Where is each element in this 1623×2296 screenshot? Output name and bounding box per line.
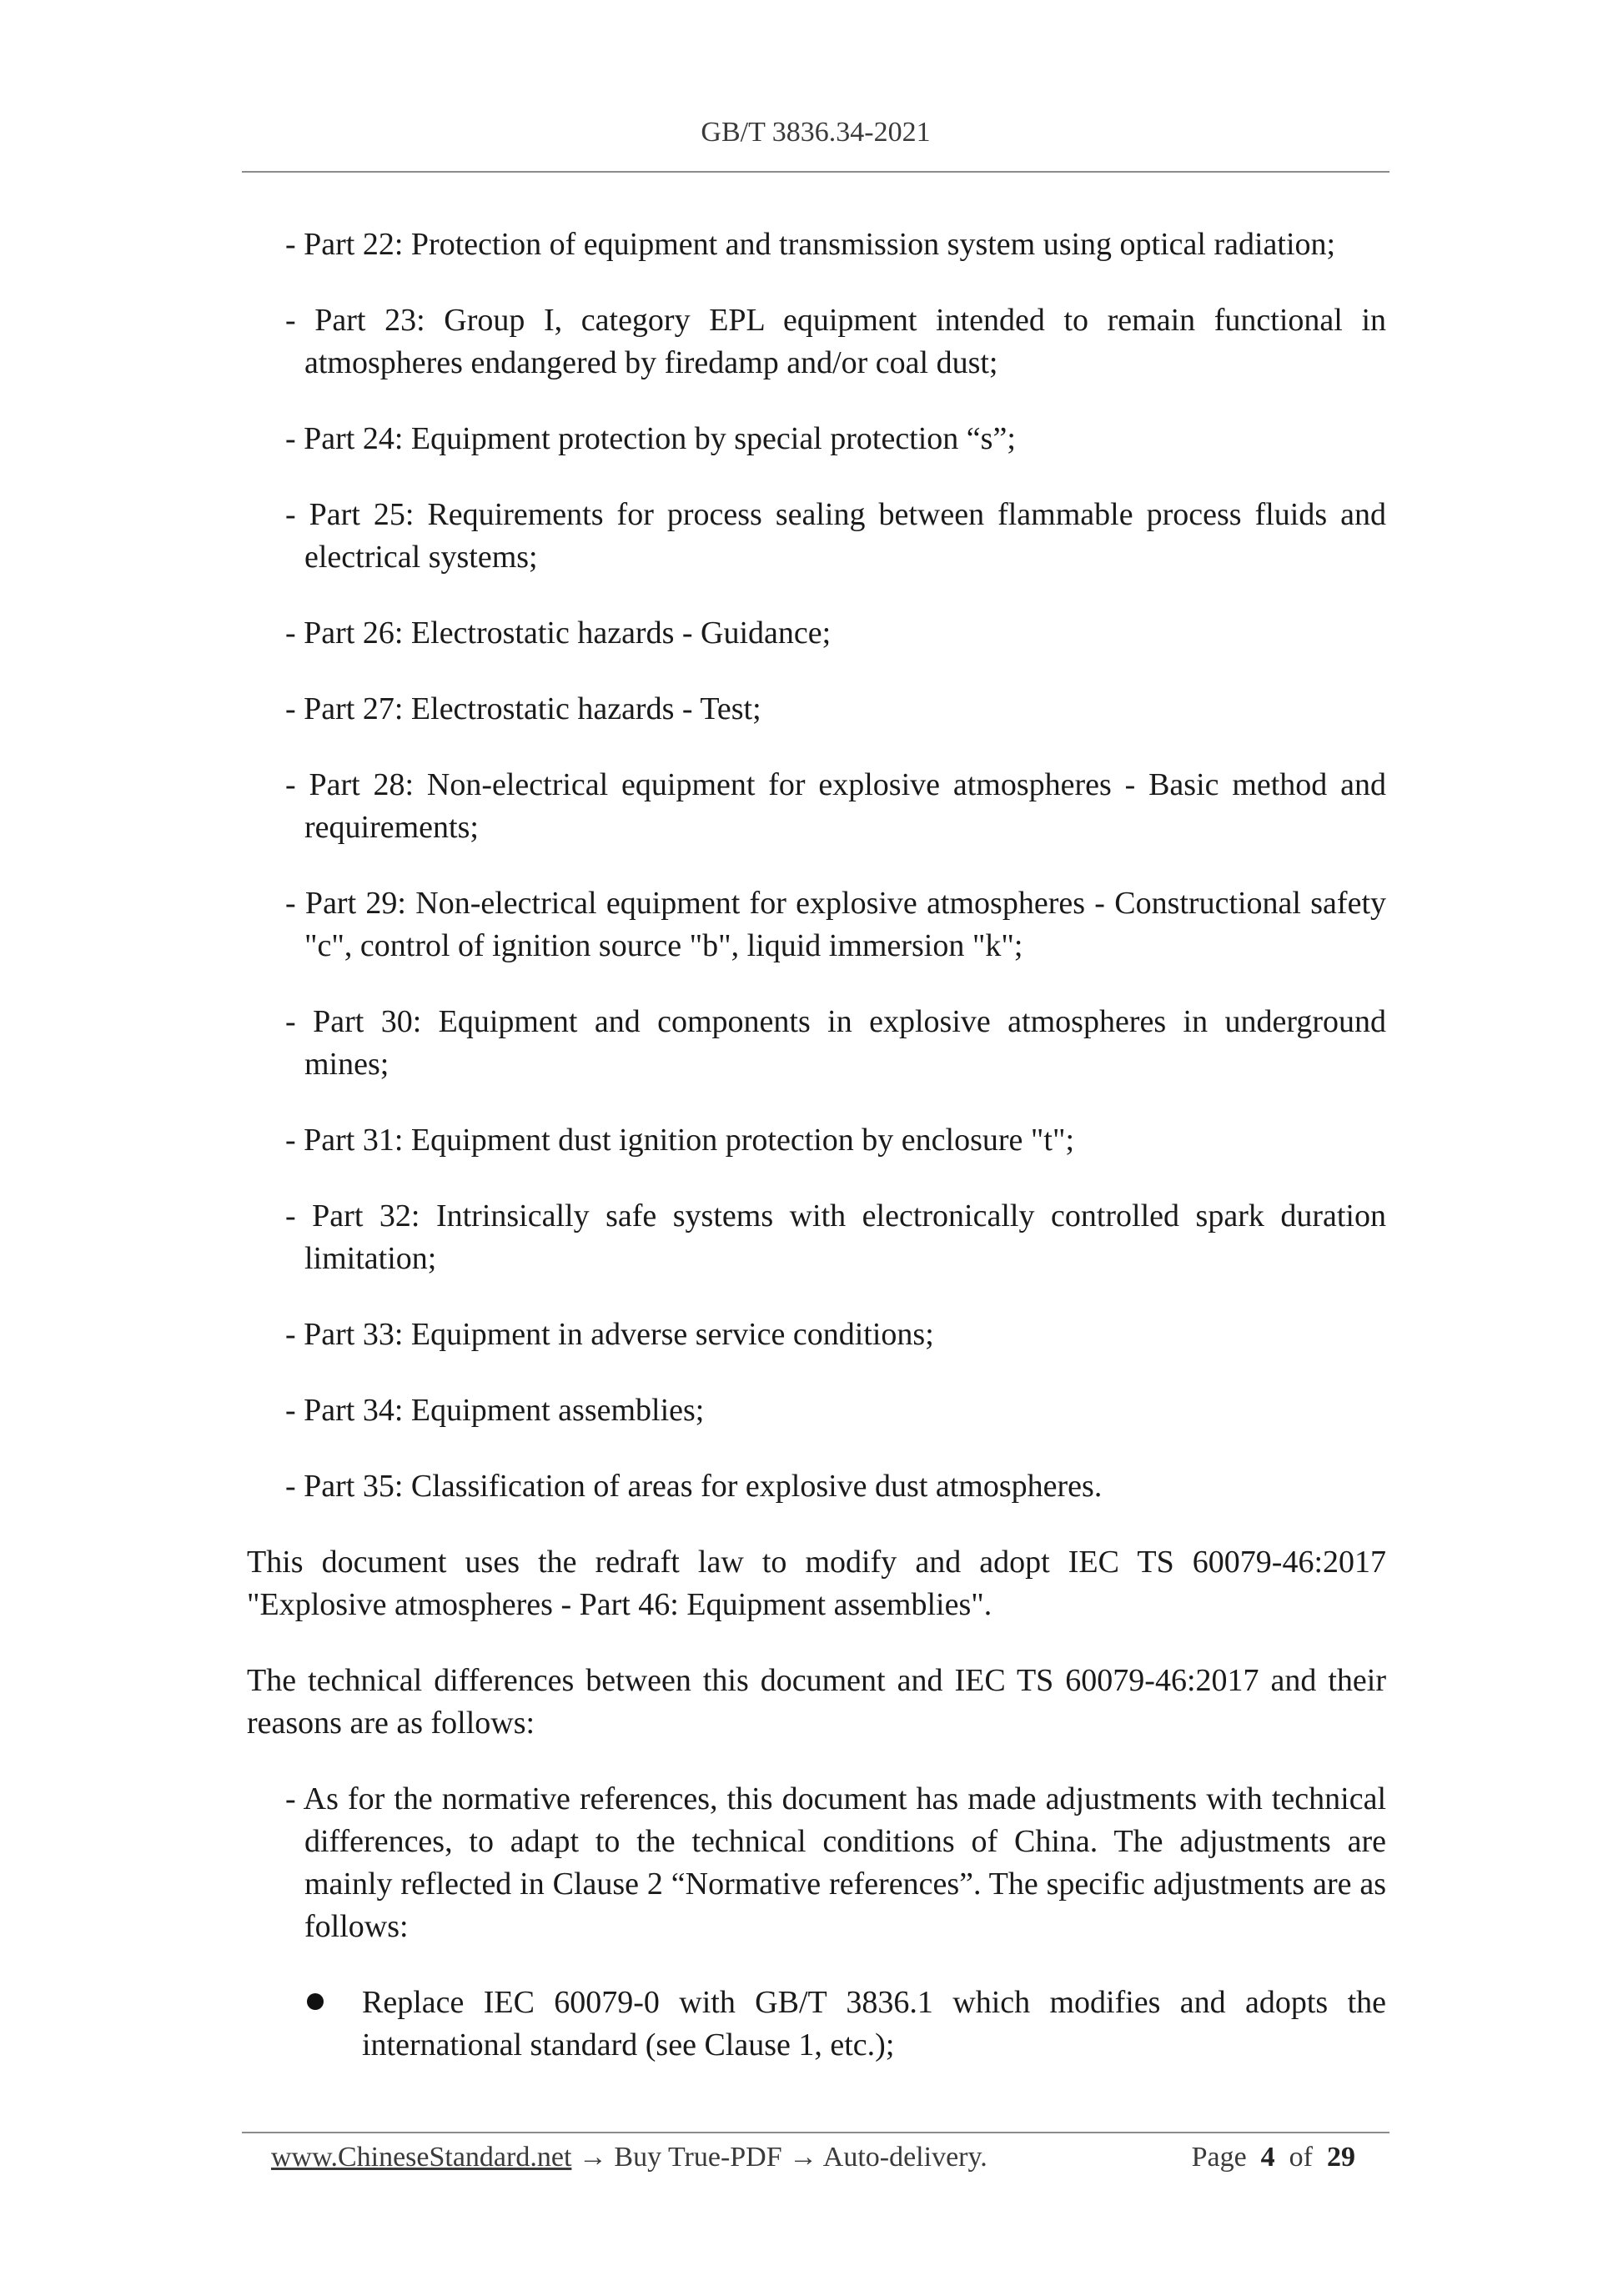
paragraph: This document uses the redraft law to modify and adopt IEC TS 60079-46:2017 "Explosive atmospheres - Part 46: Equipment assemblies".: [247, 1545, 1386, 1622]
footer-divider: [242, 2132, 1389, 2133]
bullet-dot-icon: [307, 1993, 324, 2010]
site-link[interactable]: www.ChineseStandard.net: [271, 2142, 572, 2173]
list-item: - Part 25: Requirements for process sealing between flammable process fluids and electrical systems;: [285, 497, 1386, 575]
auto-delivery-text: Auto-delivery.: [822, 2142, 987, 2173]
list-item: - Part 27: Electrostatic hazards - Test;: [285, 691, 761, 726]
document-header-title: GB/T 3836.34-2021: [701, 117, 931, 148]
list-item: - Part 31: Equipment dust ignition protection by enclosure "t";: [285, 1123, 1075, 1158]
page-label: Page: [1191, 2142, 1247, 2173]
list-item: - Part 34: Equipment assemblies;: [285, 1393, 705, 1428]
list-item: - Part 26: Electrostatic hazards - Guidance;: [285, 615, 832, 651]
bullet-text: Replace IEC 60079-0 with GB/T 3836.1 which modifies and adopts the international standard (see Clause 1, etc.);: [362, 1985, 1386, 2062]
page-of: of: [1289, 2142, 1313, 2173]
document-body: [247, 224, 1386, 2100]
page-total: 29: [1327, 2142, 1355, 2173]
list-item: - Part 24: Equipment protection by special protection “s”;: [285, 421, 1016, 456]
page-current: 4: [1260, 2142, 1275, 2173]
page-number: [1192, 2137, 1355, 2178]
list-item: - Part 23: Group I, category EPL equipment intended to remain functional in atmospheres endangered by firedamp and/or coal dust;: [285, 303, 1386, 380]
list-item: - Part 35: Classification of areas for explosive dust atmospheres.: [285, 1469, 1103, 1504]
header-divider: [242, 171, 1389, 173]
arrow-right-icon: →: [789, 2142, 818, 2173]
list-item: - Part 22: Protection of equipment and transmission system using optical radiation;: [285, 227, 1336, 262]
list-item: - Part 29: Non-electrical equipment for explosive atmospheres - Constructional safety "c", control of ignition source "b", liquid immersion "k";: [285, 886, 1386, 963]
list-item: - Part 33: Equipment in adverse service conditions;: [285, 1317, 934, 1352]
paragraph: The technical differences between this document and IEC TS 60079-46:2017 and their reasons are as follows:: [247, 1663, 1386, 1741]
buy-pdf-text: Buy True-PDF: [614, 2142, 782, 2173]
list-item: - Part 32: Intrinsically safe systems with electronically controlled spark duration limitation;: [285, 1198, 1386, 1276]
difference-item: - As for the normative references, this document has made adjustments with technical differences, to adapt to the technical conditions of China. The adjustments are mainly reflected in Clause 2 “Normative references”. The specific adjustments are as follows:: [285, 1781, 1386, 1944]
bullet-item: [362, 1982, 1386, 2067]
list-item: - Part 30: Equipment and components in explosive atmospheres in underground mines;: [285, 1004, 1386, 1082]
page-footer: [271, 2137, 1355, 2178]
arrow-right-icon: →: [578, 2142, 607, 2173]
list-item: - Part 28: Non-electrical equipment for explosive atmospheres - Basic method and requirements;: [285, 767, 1386, 845]
